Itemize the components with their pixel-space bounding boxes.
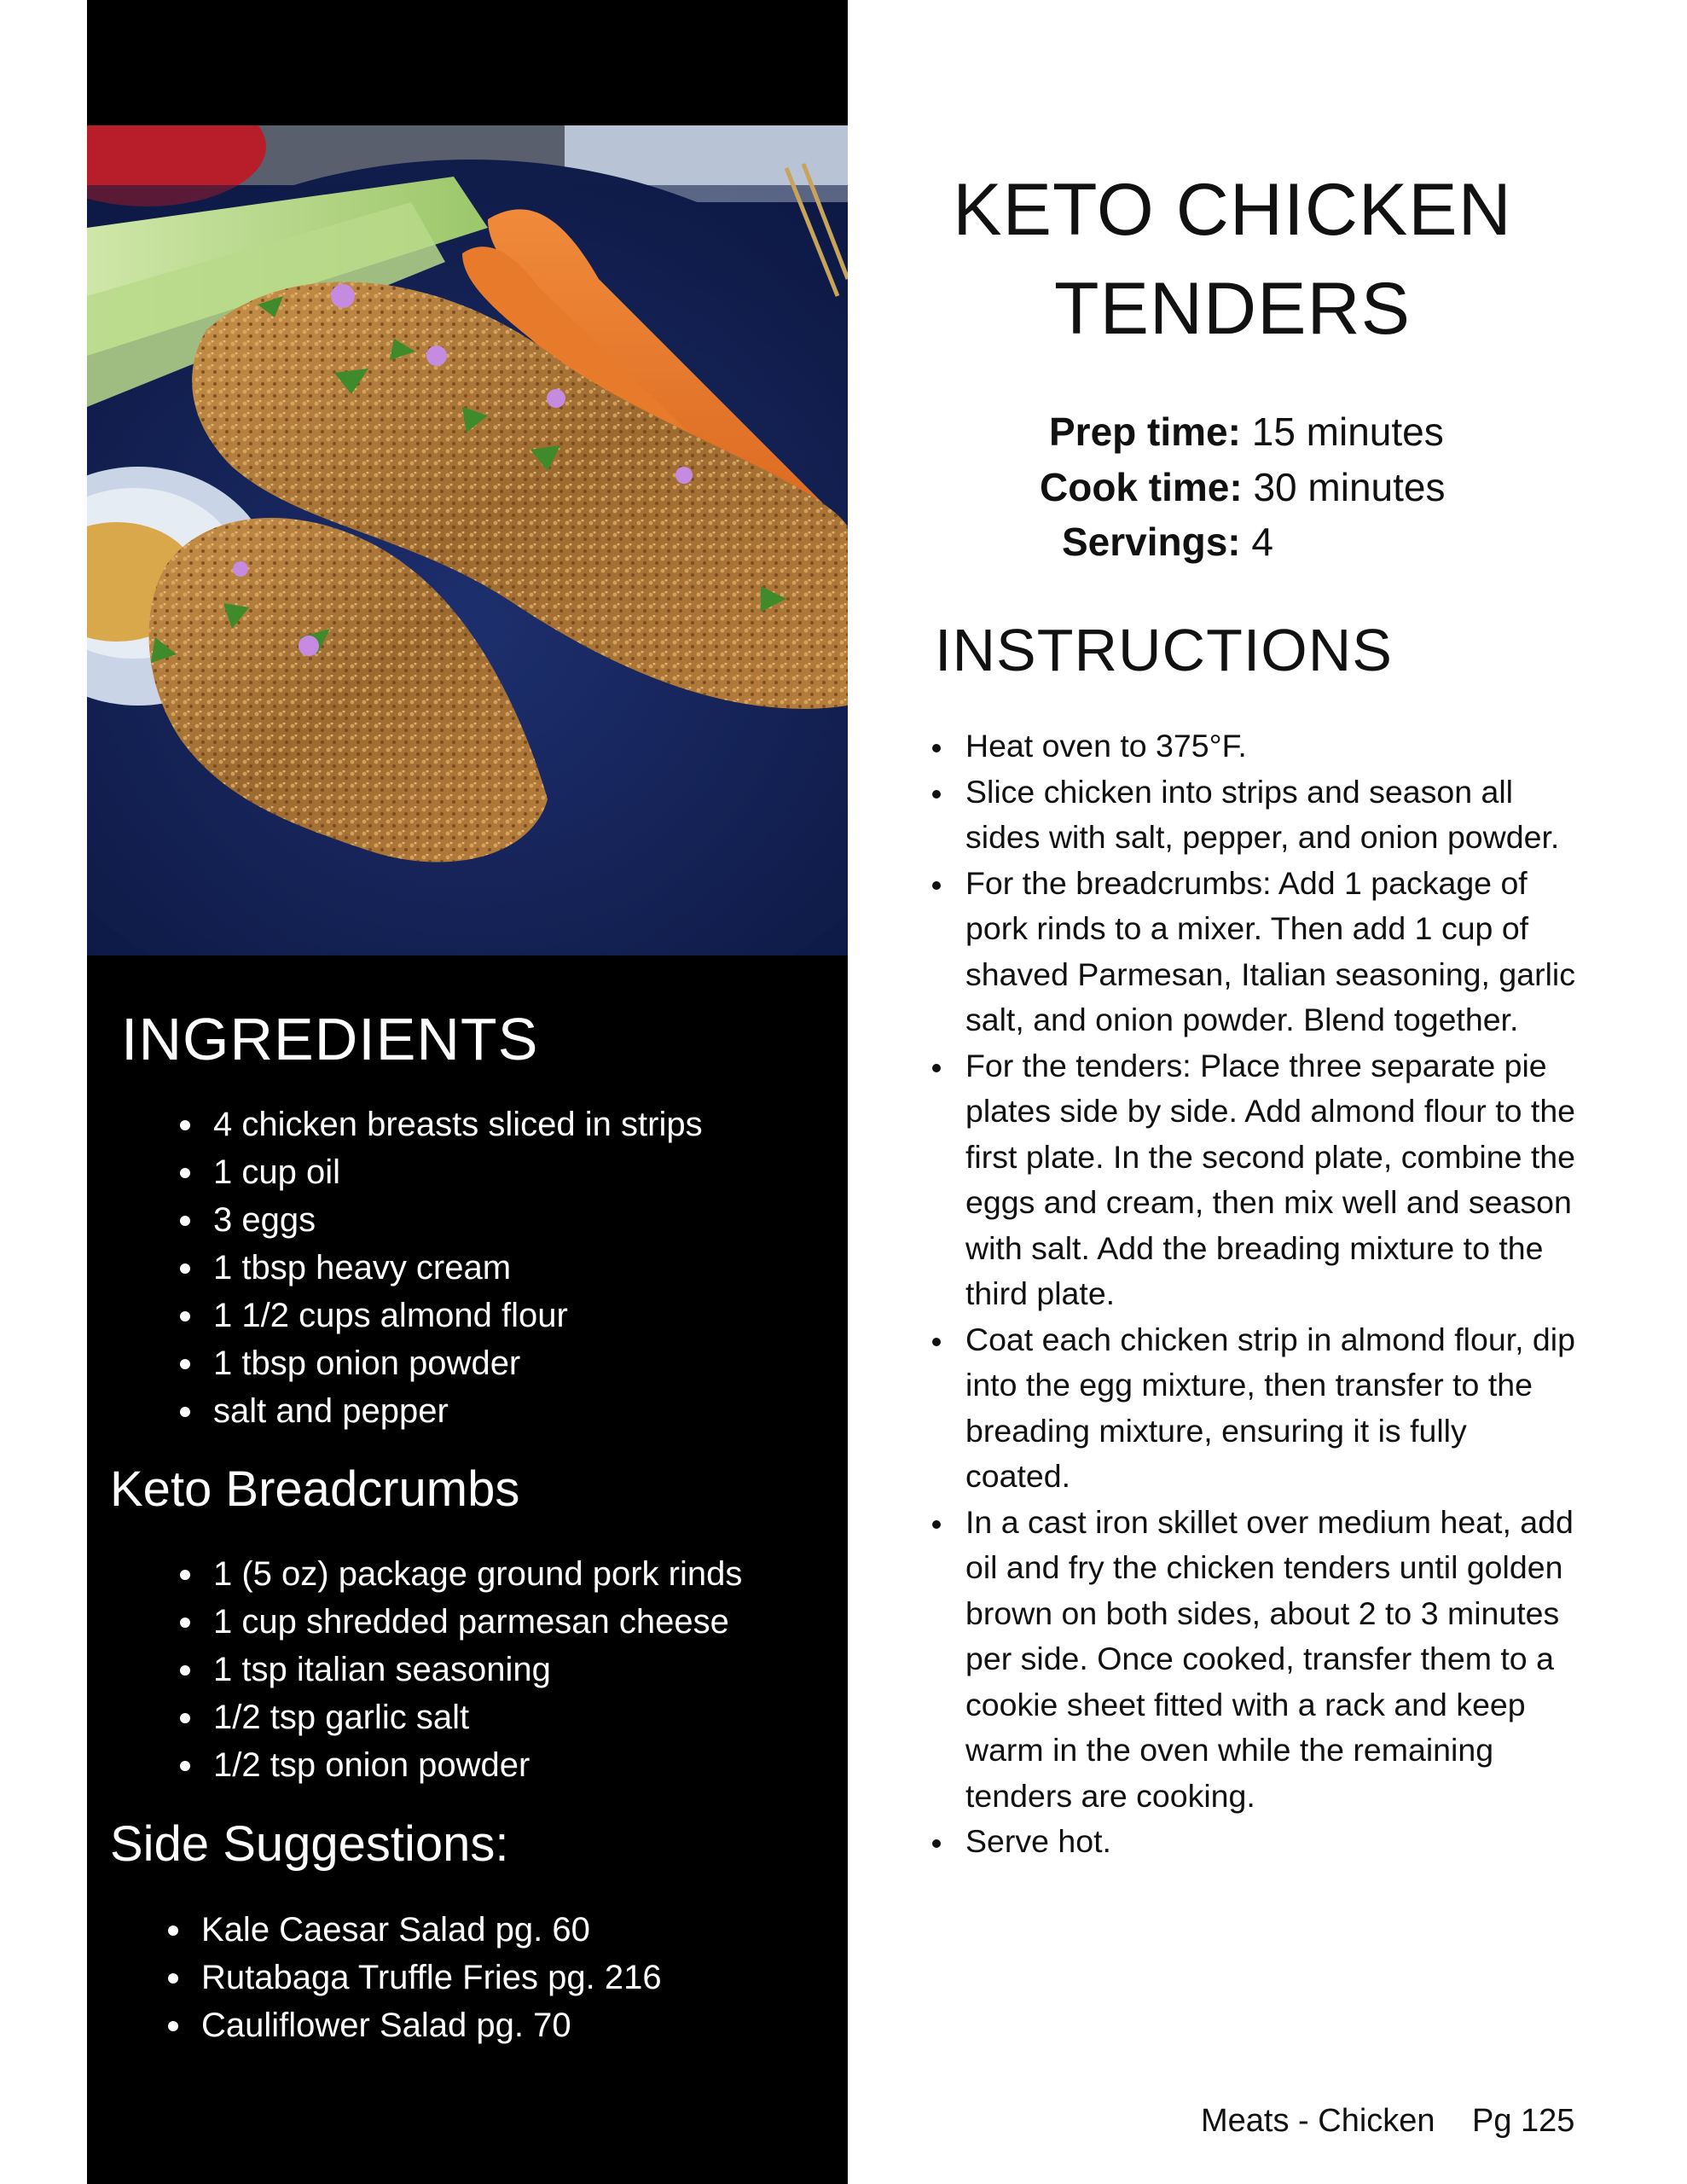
title-line-1: KETO CHICKEN xyxy=(953,169,1512,251)
list-item: 1 (5 oz) package ground pork rinds xyxy=(171,1550,742,1598)
footer-section: Meats - Chicken xyxy=(1201,2103,1435,2139)
servings-label: Servings: xyxy=(1062,520,1241,564)
list-item: Cauliflower Salad pg. 70 xyxy=(159,2001,662,2049)
prep-value: 15 minutes xyxy=(1251,410,1444,454)
list-item: For the tenders: Place three separate pie plates side by side. Add almond flour to the first plate. In the second plate, combine the eggs and cream, then mix well and season with salt. Add the breading mixture to the third plate. xyxy=(930,1043,1578,1317)
list-item: 4 chicken breasts sliced in strips xyxy=(171,1101,703,1148)
breadcrumbs-title: Keto Breadcrumbs xyxy=(110,1461,520,1517)
cook-value: 30 minutes xyxy=(1253,465,1446,509)
ingredients-title: INGREDIENTS xyxy=(121,1006,539,1072)
list-item: Slice chicken into strips and season all sides with salt, pepper, and onion powder. xyxy=(930,770,1578,861)
list-item: In a cast iron skillet over medium heat, add oil and fry the chicken tenders until golden brown on both sides, about 2 to 3 minutes per side. Once cooked, transfer them to a cookie sheet fitted with a rack and keep warm in the oven while the remaining tenders are cooking. xyxy=(930,1500,1578,1820)
page-number: Pg 125 xyxy=(1472,2103,1575,2139)
servings xyxy=(1062,514,1273,569)
list-item: 1 cup shredded parmesan cheese xyxy=(171,1598,742,1646)
list-item: 1/2 tsp garlic salt xyxy=(171,1693,742,1741)
instructions-list xyxy=(930,723,1578,1865)
list-item: 3 eggs xyxy=(171,1196,703,1244)
breadcrumbs-list xyxy=(171,1550,742,1789)
list-item: For the breadcrumbs: Add 1 package of pork rinds to a mixer. Then add 1 cup of shaved Parmesan, Italian seasoning, garlic salt, and onion powder. Blend together. xyxy=(930,861,1578,1043)
list-item: 1 tbsp onion powder xyxy=(171,1339,703,1387)
list-item: Rutabaga Truffle Fries pg. 216 xyxy=(159,1954,662,2001)
list-item: Serve hot. xyxy=(930,1819,1578,1865)
ingredients-list xyxy=(171,1101,703,1435)
list-item: 1/2 tsp onion powder xyxy=(171,1741,742,1789)
list-item: Kale Caesar Salad pg. 60 xyxy=(159,1906,662,1954)
list-item: 1 tsp italian seasoning xyxy=(171,1646,742,1693)
list-item: 1 cup oil xyxy=(171,1148,703,1196)
prep-time xyxy=(1049,404,1444,459)
recipe-photo xyxy=(87,125,848,956)
prep-label: Prep time: xyxy=(1049,410,1241,454)
list-item: 1 1/2 cups almond flour xyxy=(171,1292,703,1339)
servings-value: 4 xyxy=(1251,520,1274,564)
list-item: Coat each chicken strip in almond flour, dip into the egg mixture, then transfer to the breading mixture, ensuring it is fully coated. xyxy=(930,1317,1578,1500)
chicken-tenders-photo xyxy=(87,125,848,956)
title-line-2: TENDERS xyxy=(1054,268,1411,350)
list-item: Heat oven to 375°F. xyxy=(930,723,1578,770)
recipe-title xyxy=(878,160,1586,358)
instructions-title: INSTRUCTIONS xyxy=(935,617,1393,683)
sides-title: Side Suggestions: xyxy=(110,1816,509,1872)
cook-time xyxy=(1040,460,1445,514)
cook-label: Cook time: xyxy=(1040,465,1243,509)
list-item: salt and pepper xyxy=(171,1387,703,1435)
list-item: 1 tbsp heavy cream xyxy=(171,1244,703,1292)
sides-list xyxy=(159,1906,662,2049)
